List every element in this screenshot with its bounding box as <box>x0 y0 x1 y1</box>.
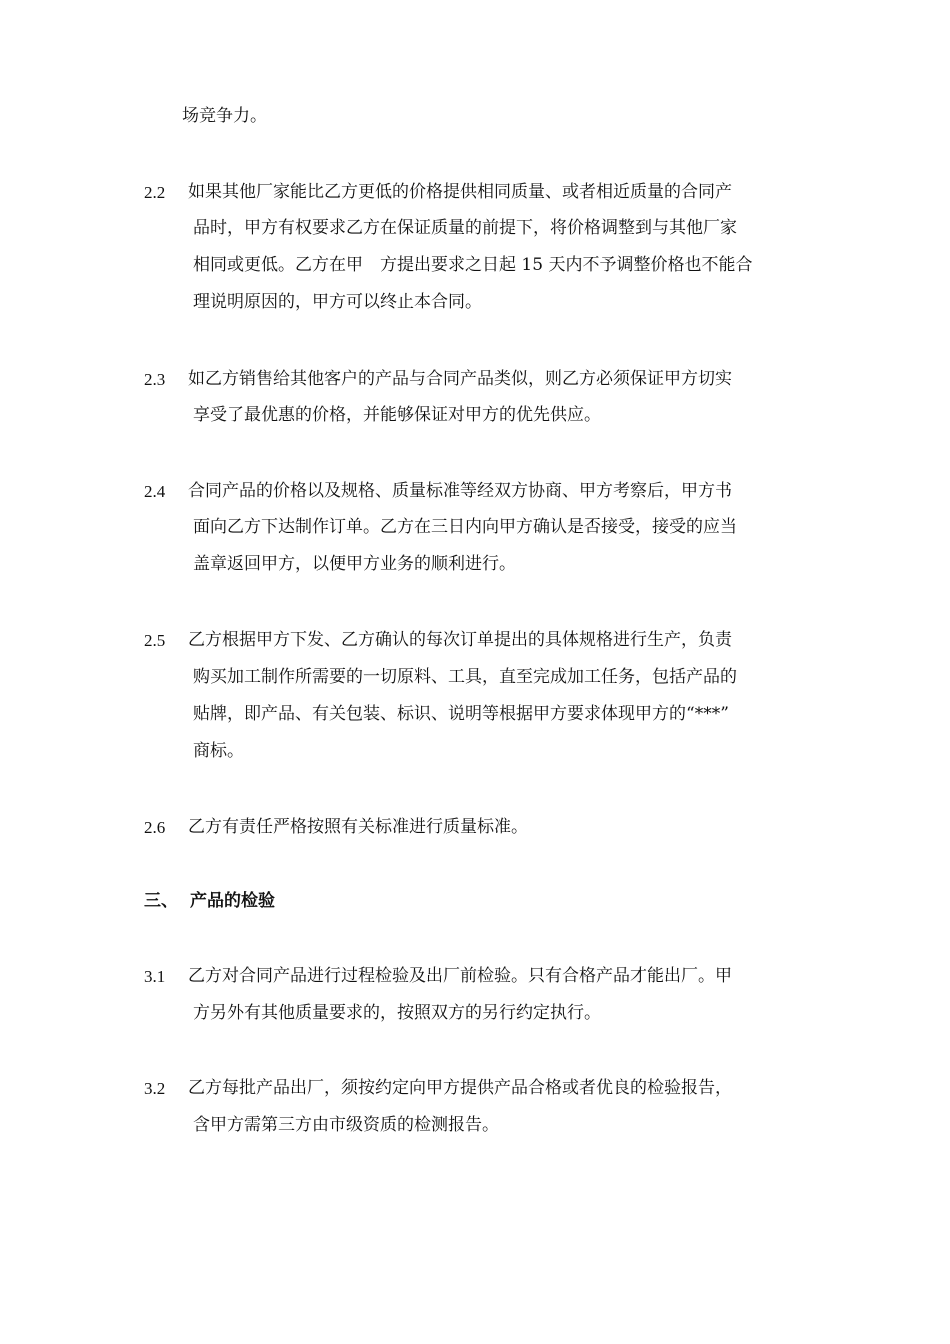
clause-line: 乙方根据甲方下发、乙方确认的每次订单提出的具体规格进行生产，负责 <box>188 630 732 650</box>
clause-number: 2.3 <box>144 370 166 389</box>
clause-line: 乙方每批产品出厂，须按约定向甲方提供产品合格或者优良的检验报告， <box>188 1078 732 1098</box>
clause-line: 面向乙方下达制作订单。乙方在三日内向甲方确认是否接受，接受的应当 <box>193 517 737 537</box>
clause-line: 合同产品的价格以及规格、质量标准等经双方协商、甲方考察后，甲方书 <box>188 481 732 501</box>
clause-line: 商标。 <box>193 741 244 761</box>
clause-number: 3.2 <box>144 1079 166 1098</box>
clause-line: 相同或更低。乙方在甲 方提出要求之日起 15 天内不予调整价格也不能合 <box>193 255 753 275</box>
clause-line: 品时，甲方有权要求乙方在保证质量的前提下，将价格调整到与其他厂家 <box>193 218 737 238</box>
clause-line: 如乙方销售给其他客户的产品与合同产品类似，则乙方必须保证甲方切实 <box>188 369 732 389</box>
clause-line: 享受了最优惠的价格，并能够保证对甲方的优先供应。 <box>193 405 601 425</box>
clause-number: 2.6 <box>144 818 166 837</box>
clause-line: 盖章返回甲方，以便甲方业务的顺利进行。 <box>193 554 516 574</box>
clause-line: 含甲方需第三方由市级资质的检测报告。 <box>193 1115 499 1135</box>
clause-line: 如果其他厂家能比乙方更低的价格提供相同质量、或者相近质量的合同产 <box>188 182 732 202</box>
clause-number: 2.2 <box>144 183 166 202</box>
clause-line: 理说明原因的，甲方可以终止本合同。 <box>193 292 482 312</box>
clause-line: 乙方有责任严格按照有关标准进行质量标准。 <box>188 817 528 837</box>
section-number: 三、 <box>144 891 178 911</box>
clause-line: 乙方对合同产品进行过程检验及出厂前检验。只有合格产品才能出厂。甲 <box>188 966 732 986</box>
clause-line: 方另外有其他质量要求的，按照双方的另行约定执行。 <box>193 1003 601 1023</box>
clause-line: 贴牌，即产品、有关包装、标识、说明等根据甲方要求体现甲方的“***” <box>193 704 729 724</box>
clause-number: 2.5 <box>144 631 166 650</box>
continuation-text: 场竞争力。 <box>182 106 267 126</box>
clause-number: 2.4 <box>144 482 166 501</box>
clause-number: 3.1 <box>144 967 166 986</box>
clause-line: 购买加工制作所需要的一切原料、工具，直至完成加工任务，包括产品的 <box>193 667 737 687</box>
section-title: 产品的检验 <box>190 891 275 911</box>
